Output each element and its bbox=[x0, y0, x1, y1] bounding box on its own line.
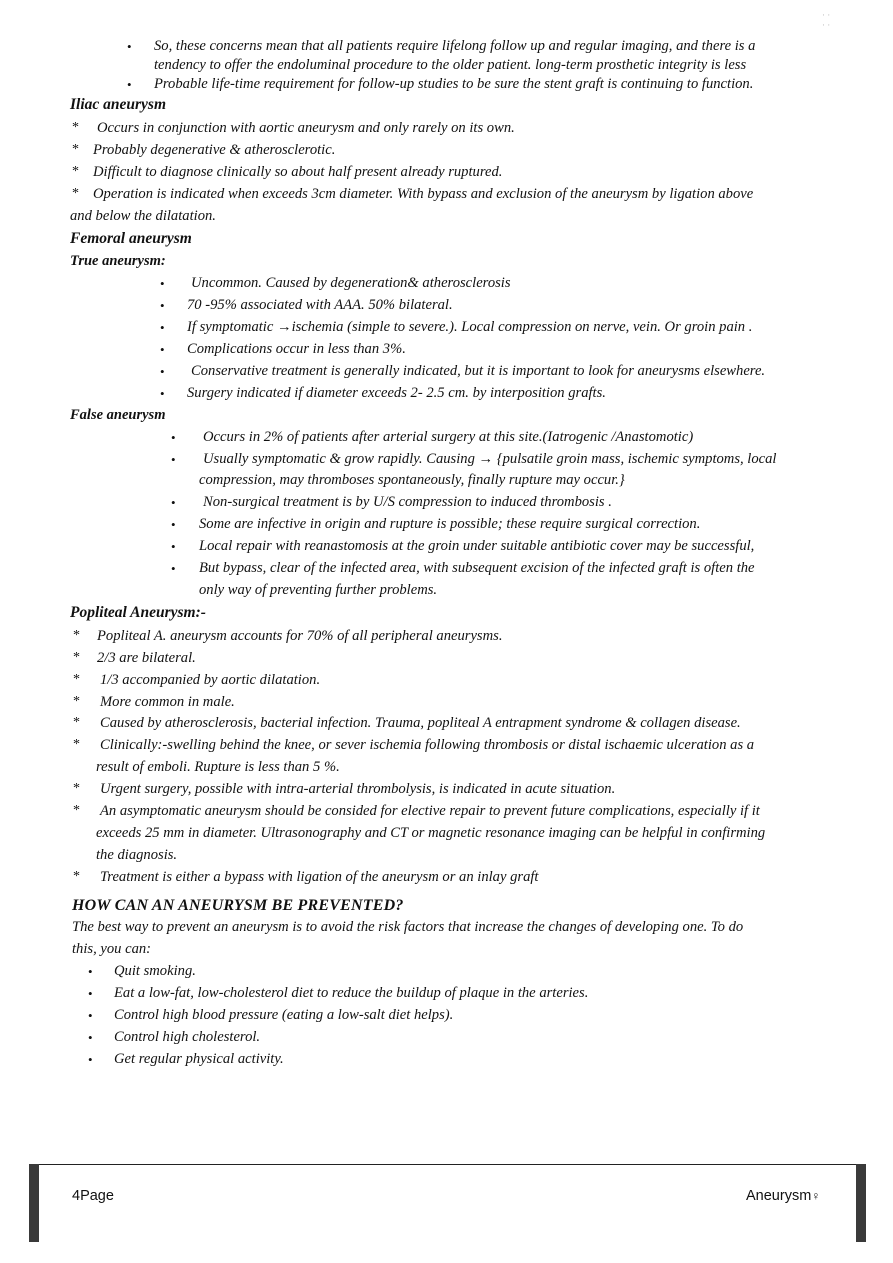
true-aneurysm-label: True aneurysm: bbox=[70, 253, 166, 269]
popliteal-item: 1/3 accompanied by aortic dilatation. bbox=[100, 672, 321, 688]
footer-title-text: Aneurysm bbox=[746, 1188, 812, 1204]
false-aneurysm-item: Some are infective in origin and rupture is possible; these require surgical correction. bbox=[199, 516, 701, 532]
star-marker: * bbox=[72, 164, 79, 179]
star-marker: * bbox=[73, 650, 80, 665]
bullet-marker: • bbox=[127, 77, 132, 92]
bullet-marker: • bbox=[171, 561, 176, 576]
popliteal-item: An asymptomatic aneurysm should be consided for elective repair to prevent future complications, especially if it bbox=[100, 803, 760, 819]
star-marker: * bbox=[73, 715, 80, 730]
prevention-intro-continued: this, you can: bbox=[72, 941, 152, 957]
bullet-marker: • bbox=[171, 517, 176, 532]
popliteal-item-continued: the diagnosis. bbox=[96, 847, 178, 863]
iliac-item: Occurs in conjunction with aortic aneurysm and only rarely on its own. bbox=[97, 120, 515, 136]
bullet-marker: • bbox=[160, 320, 165, 335]
true-aneurysm-item: 70 -95% associated with AAA. 50% bilateral. bbox=[187, 297, 453, 313]
prevention-intro: The best way to prevent an aneurysm is to avoid the risk factors that increase the changes of developing one. To do bbox=[72, 919, 744, 935]
footer-rule bbox=[29, 1164, 865, 1165]
bullet-marker: • bbox=[160, 276, 165, 291]
false-aneurysm-label: False aneurysm bbox=[70, 407, 166, 423]
false-aneurysm-item: But bypass, clear of the infected area, with subsequent excision of the infected graft is often the bbox=[199, 560, 755, 576]
bullet-marker: • bbox=[160, 298, 165, 313]
popliteal-item: 2/3 are bilateral. bbox=[97, 650, 196, 666]
iliac-heading: Iliac aneurysm bbox=[70, 96, 167, 113]
femoral-heading: Femoral aneurysm bbox=[70, 230, 192, 247]
bullet-marker: • bbox=[160, 364, 165, 379]
false-aneurysm-item: Occurs in 2% of patients after arterial surgery at this site.(Iatrogenic /Anastomotic) bbox=[203, 429, 694, 445]
bullet-marker: • bbox=[127, 39, 132, 54]
bullet-marker: • bbox=[88, 1030, 93, 1045]
bullet-marker: • bbox=[160, 386, 165, 401]
popliteal-item: Urgent surgery, possible with intra-arterial thrombolysis, is indicated in acute situation. bbox=[100, 781, 616, 797]
star-marker: * bbox=[73, 628, 80, 643]
popliteal-item-continued: result of emboli. Rupture is less than 5 %. bbox=[96, 759, 340, 775]
iliac-item-continued: and below the dilatation. bbox=[70, 208, 216, 224]
popliteal-item-continued: exceeds 25 mm in diameter. Ultrasonography and CT or magnetic resonance imaging can be helpful in confirming bbox=[96, 825, 766, 841]
true-aneurysm-item: Conservative treatment is generally indicated, but it is important to look for aneurysms elsewhere. bbox=[191, 363, 766, 379]
bullet-marker: • bbox=[171, 452, 176, 467]
prevention-heading: HOW CAN AN ANEURYSM BE PREVENTED? bbox=[72, 897, 404, 914]
bullet-marker: • bbox=[88, 986, 93, 1001]
star-marker: * bbox=[72, 142, 79, 157]
footer-right-bar bbox=[856, 1164, 866, 1242]
star-marker: * bbox=[73, 803, 80, 818]
bullet-marker: • bbox=[171, 495, 176, 510]
prevention-item: Eat a low-fat, low-cholesterol diet to reduce the buildup of plaque in the arteries. bbox=[114, 985, 589, 1001]
bullet-marker: • bbox=[171, 539, 176, 554]
popliteal-item: Clinically:-swelling behind the knee, or sever ischemia following thrombosis or distal ischaemic ulceration as a bbox=[100, 737, 755, 753]
star-marker: * bbox=[73, 694, 80, 709]
scan-speck: · · · · bbox=[822, 10, 831, 30]
iliac-item: Operation is indicated when exceeds 3cm diameter. With bypass and exclusion of the aneurysm by ligation above bbox=[93, 186, 754, 202]
bullet-marker: • bbox=[88, 1052, 93, 1067]
true-aneurysm-item: Uncommon. Caused by degeneration& atherosclerosis bbox=[191, 275, 511, 291]
false-aneurysm-item: Non-surgical treatment is by U/S compression to induced thrombosis . bbox=[203, 494, 612, 510]
true-aneurysm-item: Complications occur in less than 3%. bbox=[187, 341, 406, 357]
prevention-item: Control high cholesterol. bbox=[114, 1029, 261, 1045]
intro-bullet-text: So, these concerns mean that all patients require lifelong follow up and regular imaging, and there is a bbox=[154, 38, 756, 54]
star-marker: * bbox=[73, 672, 80, 687]
false-aneurysm-item: Usually symptomatic & grow rapidly. Causing → {pulsatile groin mass, ischemic symptoms, local bbox=[203, 451, 777, 467]
star-marker: * bbox=[72, 120, 79, 135]
star-marker: * bbox=[73, 781, 80, 796]
popliteal-heading: Popliteal Aneurysm:- bbox=[70, 604, 206, 621]
star-marker: * bbox=[73, 869, 80, 884]
footer-title bbox=[746, 1186, 820, 1206]
iliac-item: Probably degenerative & atherosclerotic. bbox=[93, 142, 336, 158]
intro-bullet-text-continued: tendency to offer the endoluminal procedure to the older patient. long-term prosthetic integrity is less bbox=[154, 57, 747, 73]
prevention-item: Quit smoking. bbox=[114, 963, 196, 979]
prevention-item: Get regular physical activity. bbox=[114, 1051, 284, 1067]
bullet-marker: • bbox=[171, 430, 176, 445]
bullet-marker: • bbox=[88, 964, 93, 979]
false-aneurysm-item-continued: compression, may thromboses spontaneously, finally rupture may occur.} bbox=[199, 472, 625, 488]
intro-bullet-text: Probable life-time requirement for follow-up studies to be sure the stent graft is continuing to function. bbox=[154, 76, 754, 92]
popliteal-item: Caused by atherosclerosis, bacterial infection. Trauma, popliteal A entrapment syndrome & collagen disease. bbox=[100, 715, 741, 731]
true-aneurysm-item: If symptomatic →ischemia (simple to severe.). Local compression on nerve, vein. Or groin pain . bbox=[187, 319, 753, 335]
true-aneurysm-item: Surgery indicated if diameter exceeds 2- 2.5 cm. by interposition grafts. bbox=[187, 385, 606, 401]
bullet-marker: • bbox=[160, 342, 165, 357]
bullet-marker: • bbox=[88, 1008, 93, 1023]
iliac-item: Difficult to diagnose clinically so about half present already ruptured. bbox=[93, 164, 503, 180]
footer-left-bar bbox=[29, 1164, 39, 1242]
star-marker: * bbox=[72, 186, 79, 201]
false-aneurysm-item: Local repair with reanastomosis at the groin under suitable antibiotic cover may be successful, bbox=[199, 538, 755, 554]
footer-page-number: 4Page bbox=[72, 1188, 114, 1204]
popliteal-item: Treatment is either a bypass with ligation of the aneurysm or an inlay graft bbox=[100, 869, 539, 885]
footer-title-mark: ♀ bbox=[811, 1189, 821, 1203]
star-marker: * bbox=[73, 737, 80, 752]
popliteal-item: More common in male. bbox=[100, 694, 235, 710]
false-aneurysm-item-continued: only way of preventing further problems. bbox=[199, 582, 438, 598]
popliteal-item: Popliteal A. aneurysm accounts for 70% of all peripheral aneurysms. bbox=[97, 628, 503, 644]
prevention-item: Control high blood pressure (eating a low-salt diet helps). bbox=[114, 1007, 454, 1023]
